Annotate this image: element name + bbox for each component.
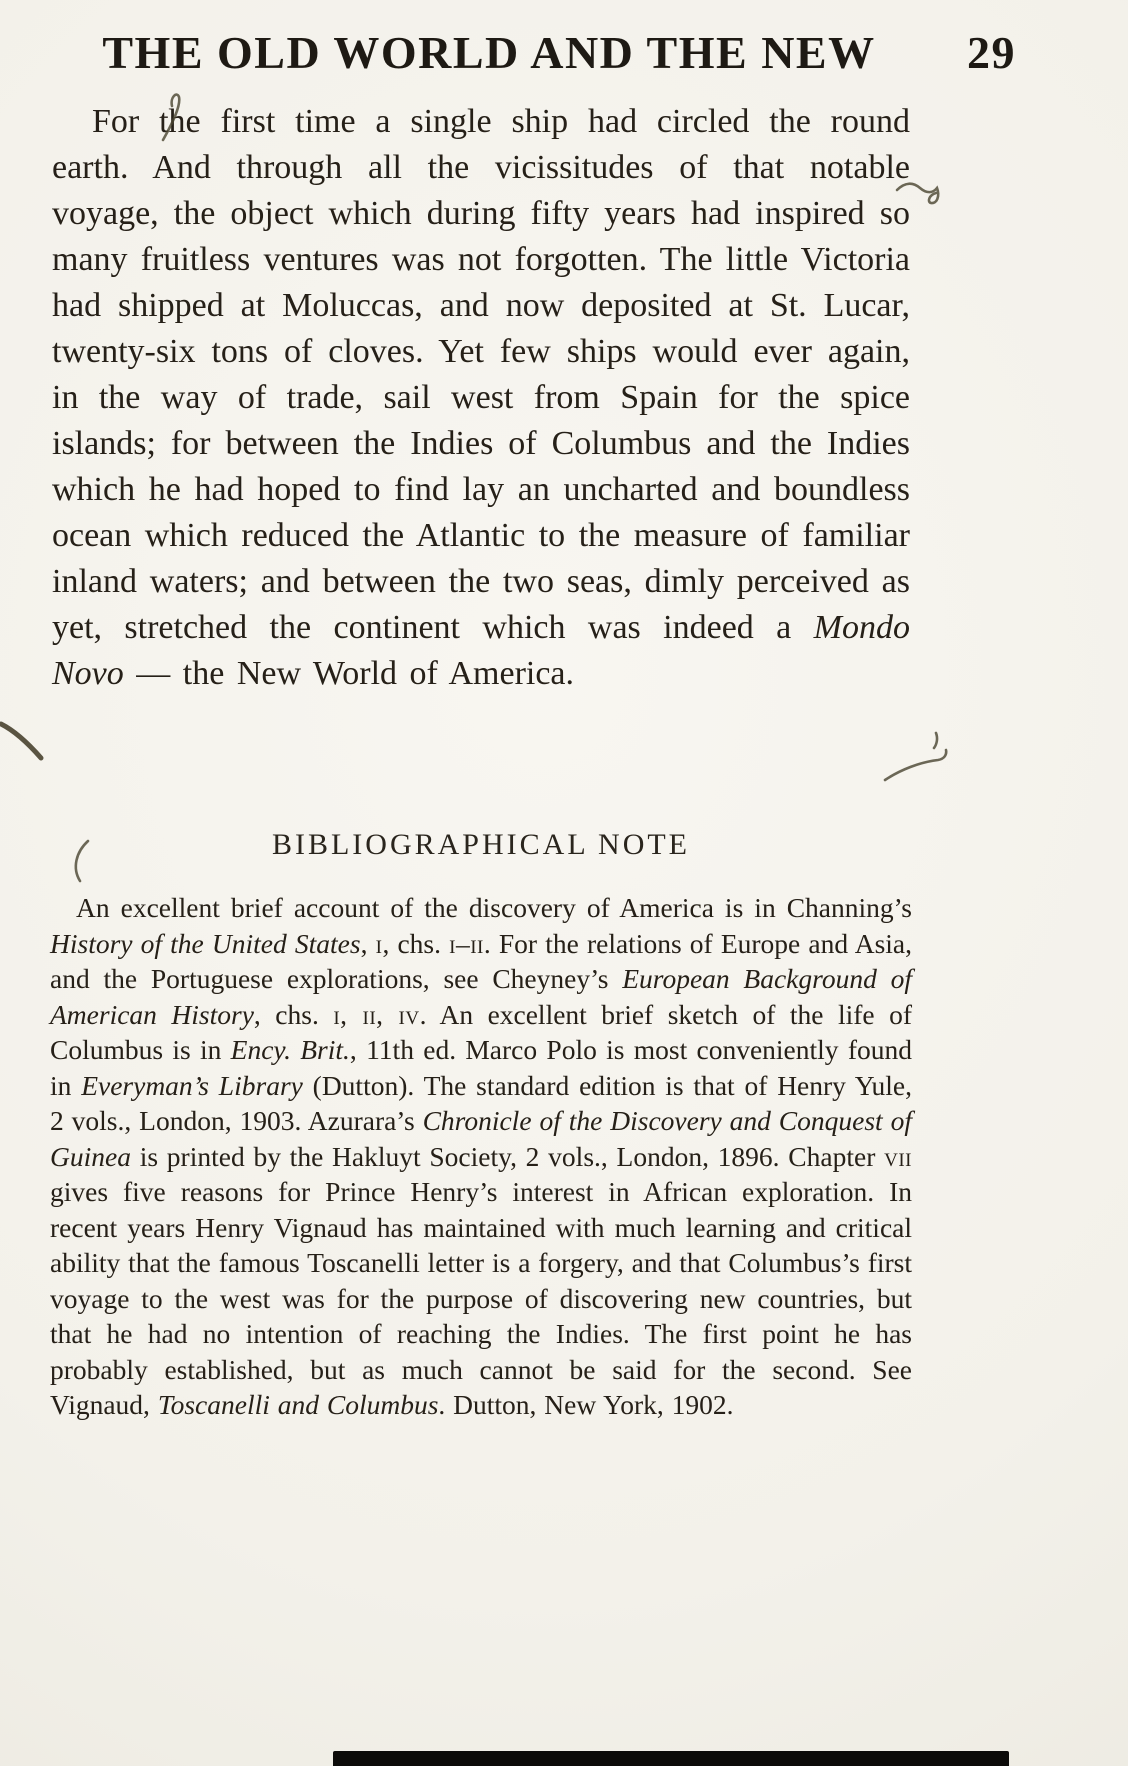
note-paragraph: An excellent brief account of the discovery of America is in Channing’s History of the United States, i, chs. i–ii. For the relations of Europe and Asia, and the Portuguese explorations, see Cheyney’s European Background of American History, chs. i, ii, iv. An excellent brief sketch of the life of Columbus is in Ency. Brit., 11th ed. Marco Polo is most conveniently found in Everyman’s Library (Dutton). The standard edition is that of Henry Yule, 2 vols., London, 1903. Azurara’s Chronicle of the Discovery and Conquest of Guinea is printed by the Hakluyt Society, 2 vols., London, 1896. Chapter vii gives five reasons for Prince Henry’s interest in African exploration. In recent years Henry Vignaud has maintained with much learning and critical ability that the famous Toscanelli letter is a forgery, and that Columbus’s first voyage to the west was for the purpose of discovering new countries, but that he had no intention of reaching the Indies. The first point he has probably established, but as much cannot be said for the second. See Vignaud, Toscanelli and Columbus. Dutton, New York, 1902. [50, 892, 913, 1420]
black-scan-bar [333, 1751, 1009, 1766]
running-header [52, 26, 1016, 79]
margin-stroke-left [1, 724, 41, 758]
main-paragraph: For the first time a single ship had circled the round earth. And through all the vicissitudes of that notable voyage, the object which during fifty years had inspired so many fruitless ventures was not forgotten. The little Victoria had shipped at Moluccas, and now deposited at St. Lucar, twenty-six tons of cloves. Yet few ships would ever again, in the way of trade, sail west from Spain for the spice islands; for between the Indies of Columbus and the Indies which he had hoped to find lay an uncharted and boundless ocean which reduced the Atlantic to the measure of familiar inland waters; and between the two seas, dimly perceived as yet, stretched the continent which was indeed a Mondo Novo — the New World of America. [52, 103, 910, 692]
bibliographical-note-heading: BIBLIOGRAPHICAL NOTE [271, 828, 691, 861]
page-number: 29 [967, 27, 1016, 78]
flourish-bottom-right [885, 750, 946, 780]
chapter-title: THE OLD WORLD AND THE NEW [102, 27, 876, 78]
flourish-tick-right [934, 733, 937, 748]
